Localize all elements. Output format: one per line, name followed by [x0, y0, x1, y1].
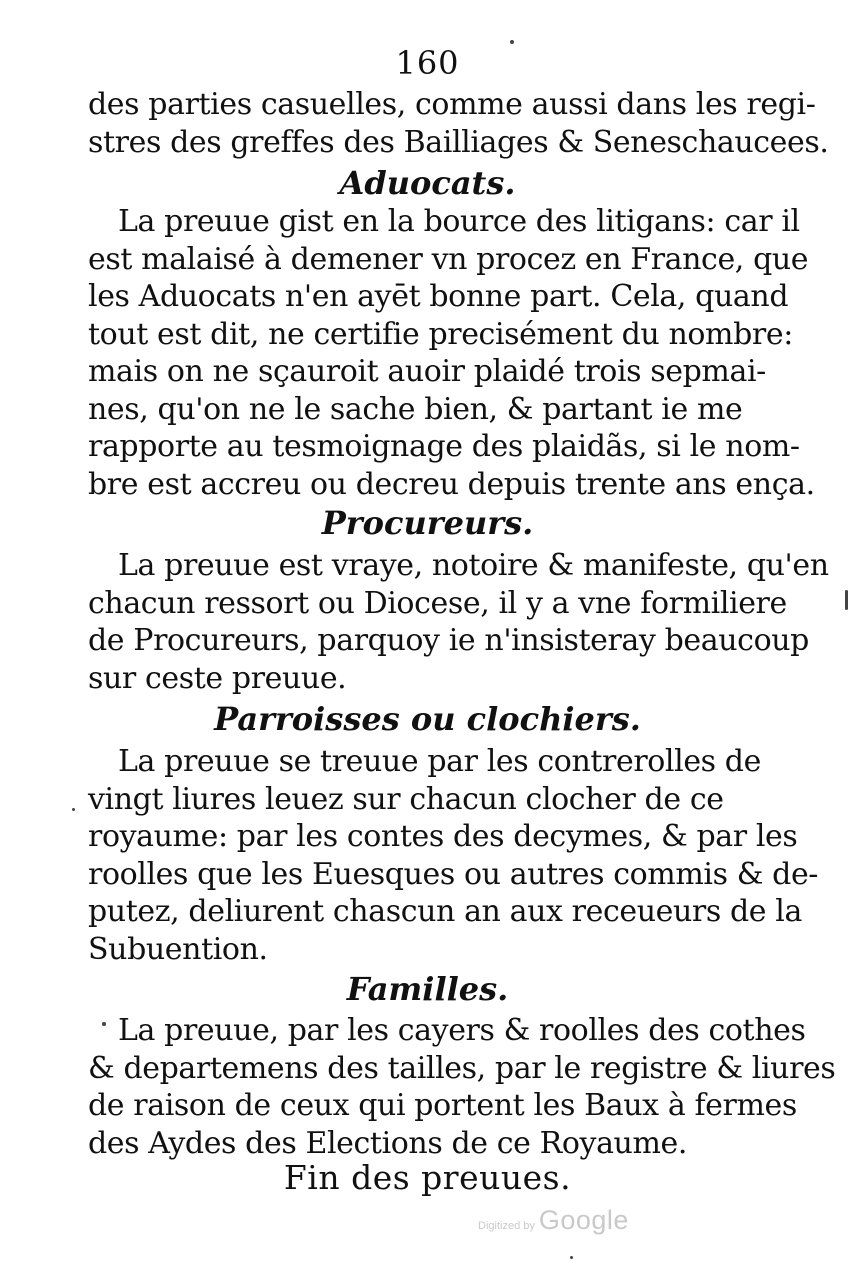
- scan-speck: [102, 1022, 106, 1026]
- closing-line: Fin des preuues.: [283, 1158, 572, 1197]
- text-line: rapporte au tesmoignage des plaidãs, si le nom-: [88, 429, 800, 464]
- text-line: La preuue est vraye, notoire & manifeste, qu'en: [118, 548, 829, 583]
- google-logo: Google: [538, 1205, 629, 1235]
- section-paragraph-familles: [88, 1012, 836, 1162]
- section-paragraph-aduocats: [88, 203, 815, 503]
- text-line: mais on ne sçauroit auoir plaidé trois sepmai-: [88, 354, 766, 389]
- text-line: chacun ressort ou Diocese, il y a vne formiliere: [88, 585, 787, 621]
- text-line: des Aydes des Elections de ce Royaume.: [88, 1125, 688, 1161]
- text-line: des parties casuelles, comme aussi dans les regi-: [88, 87, 816, 122]
- text-line: est malaisé à demener vn procez en France, que: [88, 241, 809, 277]
- text-line: de raison de ceux qui portent les Baux à fermes: [88, 1088, 797, 1123]
- text-line: La preuue gist en la bource des litigans: car il: [118, 204, 800, 239]
- text-line: putez, deliurent chascun an aux receueurs de la: [88, 894, 802, 929]
- text-line: La preuue, par les cayers & roolles des cothes: [118, 1013, 806, 1048]
- section-paragraph-procureurs: [88, 547, 829, 697]
- scan-speck: [72, 808, 75, 811]
- text-line: & departemens des tailles, par le registre & liures: [88, 1050, 836, 1086]
- scan-speck: [510, 40, 514, 44]
- intro-paragraph: [88, 86, 829, 161]
- text-line: royaume: par les contes des decymes, & par les: [88, 819, 798, 854]
- text-line: Subuention.: [88, 931, 268, 967]
- text-line: bre est accreu ou decreu depuis trente ans ença.: [88, 466, 815, 502]
- scan-speck: [845, 590, 848, 610]
- text-line: les Aduocats n'en ayēt bonne part. Cela, quand: [88, 279, 789, 314]
- section-heading-procureurs: Procureurs.: [321, 504, 534, 542]
- text-line: nes, qu'on ne le sache bien, & partant ie me: [88, 391, 743, 427]
- section-heading-parroisses: Parroisses ou clochiers.: [214, 700, 641, 738]
- text-line: de Procureurs, parquoy ie n'insisteray beaucoup: [88, 623, 809, 658]
- text-line: La preuue se treuue par les contrerolles de: [118, 744, 761, 779]
- text-line: stres des greffes des Bailliages & Seneschaucees.: [88, 124, 829, 160]
- text-line: vingt liures leuez sur chacun clocher de ce: [88, 781, 724, 817]
- text-line: roolles que les Euesques ou autres commis & de-: [88, 856, 819, 892]
- text-line: tout est dit, ne certifie precisément du nombre:: [88, 316, 793, 352]
- text-line: sur ceste preuue.: [88, 660, 347, 696]
- watermark-caption: Digitized by: [478, 1220, 535, 1232]
- section-paragraph-parroisses: [88, 743, 819, 968]
- section-heading-familles: Familles.: [346, 970, 509, 1008]
- scan-speck: [570, 1256, 573, 1259]
- digitized-watermark: [478, 1205, 629, 1236]
- page-number: 160: [395, 44, 460, 82]
- section-heading-aduocats: Aduocats.: [339, 164, 516, 202]
